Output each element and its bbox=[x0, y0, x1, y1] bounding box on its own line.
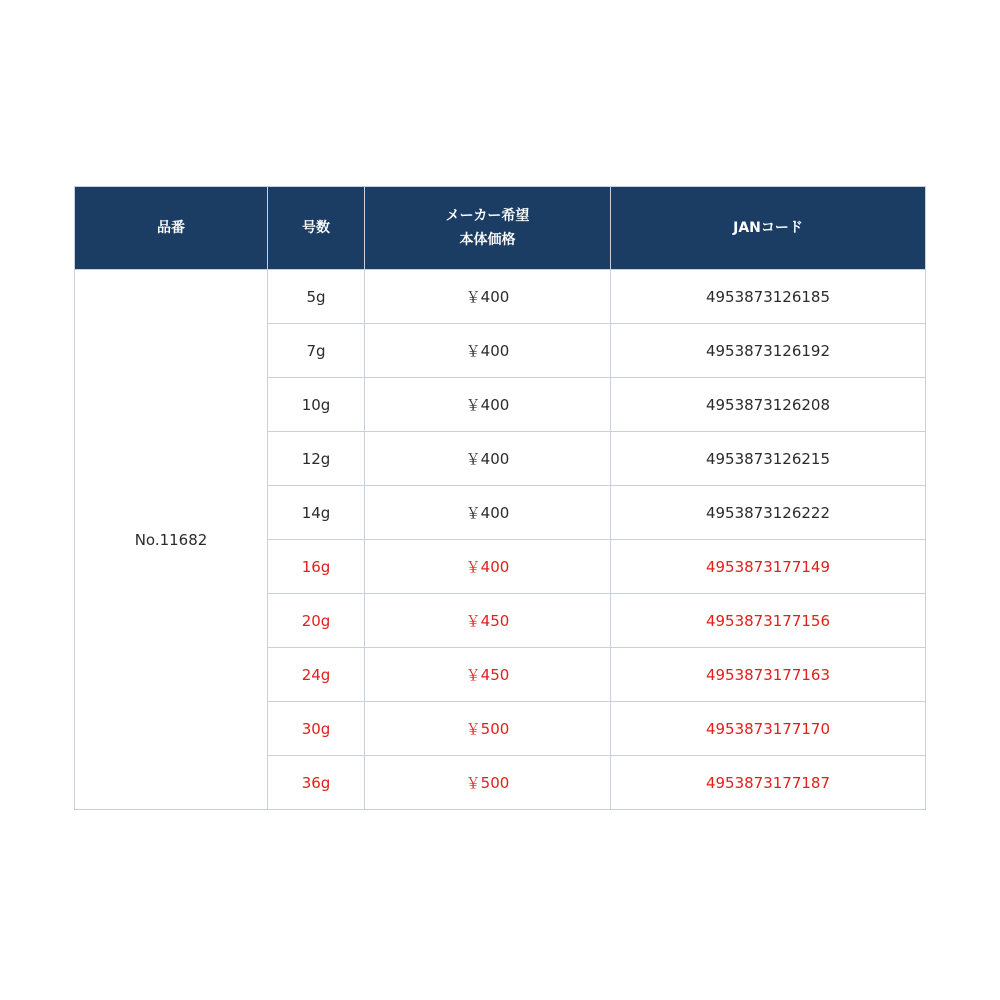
size-cell: 7g bbox=[268, 324, 365, 378]
jan-code-cell: 4953873126215 bbox=[611, 432, 926, 486]
model-number-cell: No.11682 bbox=[75, 270, 268, 810]
size-cell: 16g bbox=[268, 540, 365, 594]
size-cell: 5g bbox=[268, 270, 365, 324]
price-cell: ￥450 bbox=[365, 648, 611, 702]
spec-table bbox=[74, 186, 926, 810]
header-size: 号数 bbox=[268, 187, 365, 270]
header-model: 品番 bbox=[75, 187, 268, 270]
size-cell: 24g bbox=[268, 648, 365, 702]
header-row bbox=[75, 187, 926, 270]
price-cell: ￥400 bbox=[365, 378, 611, 432]
size-cell: 10g bbox=[268, 378, 365, 432]
jan-code-cell: 4953873126185 bbox=[611, 270, 926, 324]
header-price-line1: メーカー希望 bbox=[445, 208, 530, 224]
jan-code-cell: 4953873126192 bbox=[611, 324, 926, 378]
header-price bbox=[365, 187, 611, 270]
header-price-line2: 本体価格 bbox=[459, 232, 516, 248]
size-cell: 36g bbox=[268, 756, 365, 810]
header-jan: JANコード bbox=[611, 187, 926, 270]
size-cell: 14g bbox=[268, 486, 365, 540]
jan-code-cell: 4953873126208 bbox=[611, 378, 926, 432]
jan-code-cell: 4953873126222 bbox=[611, 486, 926, 540]
jan-code-cell: 4953873177163 bbox=[611, 648, 926, 702]
price-cell: ￥450 bbox=[365, 594, 611, 648]
size-cell: 30g bbox=[268, 702, 365, 756]
price-cell: ￥400 bbox=[365, 324, 611, 378]
price-cell: ￥400 bbox=[365, 432, 611, 486]
size-cell: 20g bbox=[268, 594, 365, 648]
price-cell: ￥400 bbox=[365, 486, 611, 540]
price-cell: ￥400 bbox=[365, 540, 611, 594]
jan-code-cell: 4953873177187 bbox=[611, 756, 926, 810]
spec-table-header bbox=[75, 187, 926, 270]
jan-code-cell: 4953873177170 bbox=[611, 702, 926, 756]
size-cell: 12g bbox=[268, 432, 365, 486]
jan-code-cell: 4953873177149 bbox=[611, 540, 926, 594]
price-cell: ￥500 bbox=[365, 702, 611, 756]
price-cell: ￥500 bbox=[365, 756, 611, 810]
jan-code-cell: 4953873177156 bbox=[611, 594, 926, 648]
table-row bbox=[75, 270, 926, 324]
price-cell: ￥400 bbox=[365, 270, 611, 324]
spec-table-body bbox=[75, 270, 926, 810]
